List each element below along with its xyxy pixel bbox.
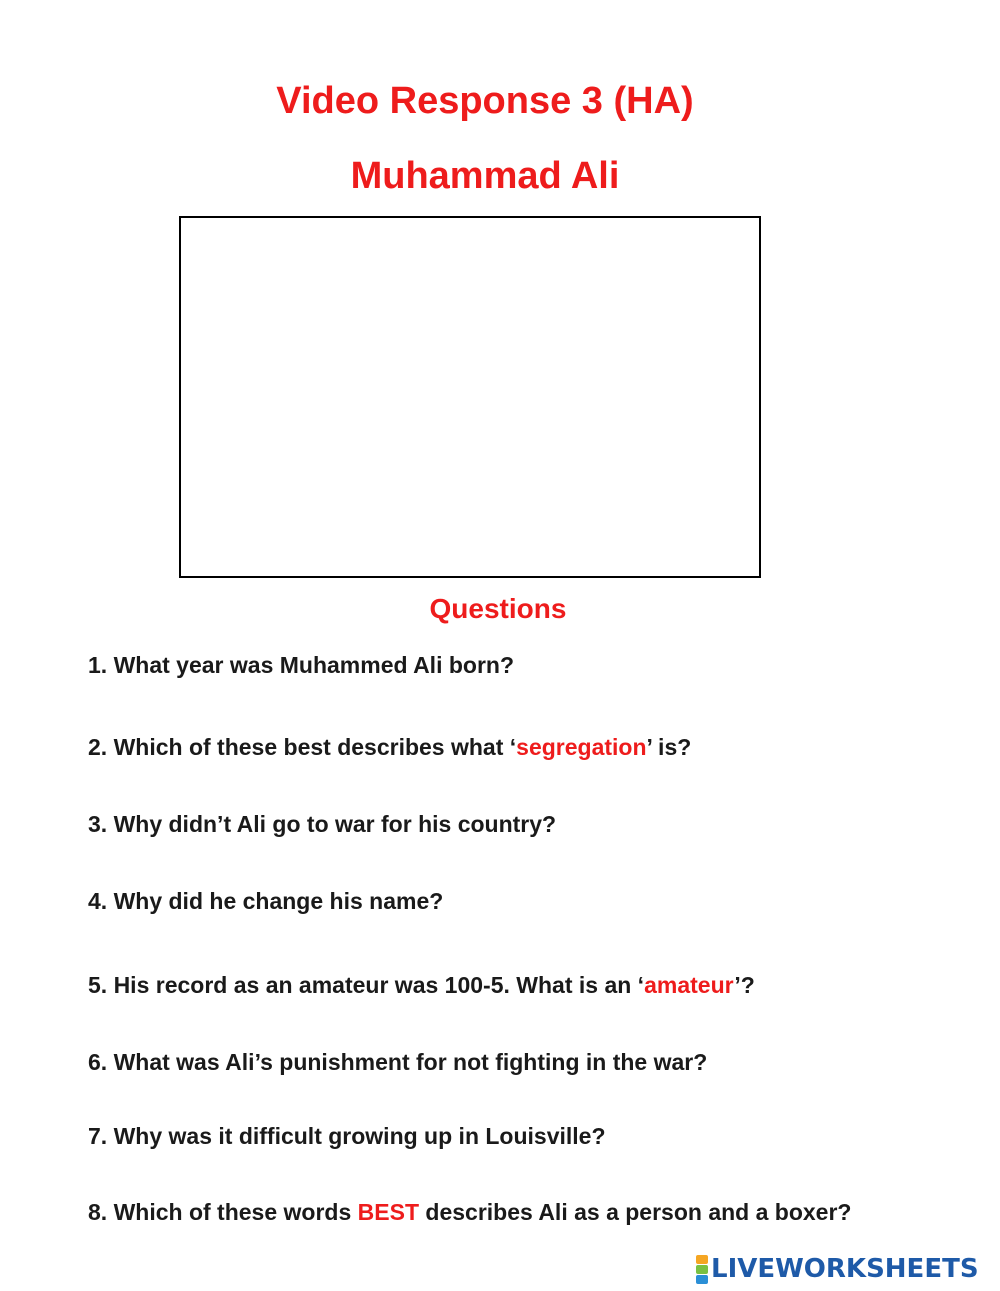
liveworksheets-logo — [696, 1253, 979, 1285]
video-player[interactable] — [179, 216, 761, 578]
question-7 — [88, 1123, 606, 1150]
logo-square — [696, 1255, 708, 1264]
question-text: describes Ali as a person and a boxer? — [419, 1199, 852, 1225]
question-text: 2. Which of these best describes what ‘ — [88, 734, 517, 760]
logo-text: LIVEWORKSHEETS — [711, 1254, 979, 1284]
keyword-highlight: amateur — [644, 972, 735, 998]
question-text: ’ is? — [646, 734, 692, 760]
question-4 — [88, 888, 443, 915]
liveworksheets-logo-icon — [696, 1255, 708, 1284]
question-text: 4. Why did he change his name? — [88, 888, 444, 914]
worksheet-subtitle: Muhammad Ali — [350, 155, 620, 197]
question-2 — [88, 734, 691, 761]
question-6 — [88, 1049, 707, 1076]
question-text: 8. Which of these words — [88, 1199, 358, 1225]
keyword-highlight: BEST — [357, 1199, 419, 1225]
question-text: 7. Why was it difficult growing up in Louisville? — [88, 1123, 606, 1149]
keyword-highlight: segregation — [516, 734, 647, 760]
question-1 — [88, 652, 514, 679]
question-8 — [88, 1199, 851, 1226]
question-3 — [88, 811, 556, 838]
logo-square — [696, 1265, 708, 1274]
question-text: 1. What year was Muhammed Ali born? — [88, 652, 515, 678]
question-5 — [88, 972, 755, 999]
question-text: 3. Why didn’t Ali go to war for his country? — [88, 811, 557, 837]
worksheet-title: Video Response 3 (HA) — [276, 80, 694, 122]
logo-square — [696, 1275, 708, 1284]
question-text: 6. What was Ali’s punishment for not fighting in the war? — [88, 1049, 708, 1075]
question-text: 5. His record as an amateur was 100-5. What is an ‘ — [88, 972, 645, 998]
question-text: ’? — [734, 972, 755, 998]
questions-heading: Questions — [429, 593, 567, 624]
